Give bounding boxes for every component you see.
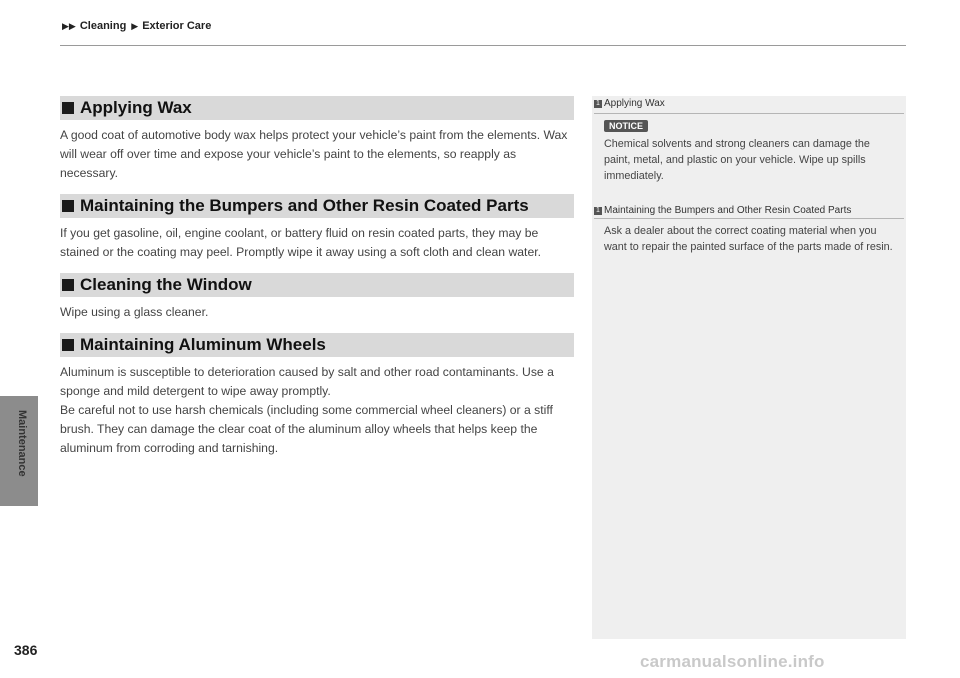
square-bullet-icon	[62, 339, 74, 351]
note-divider	[594, 218, 904, 219]
section-heading-window: Cleaning the Window	[60, 273, 574, 297]
header-divider	[60, 45, 906, 46]
square-bullet-icon	[62, 279, 74, 291]
chapter-label: Maintenance	[16, 410, 28, 477]
page-number: 386	[14, 642, 38, 658]
note-title-applying-wax: 1 Applying Wax	[594, 98, 665, 109]
note-body-applying-wax: Chemical solvents and strong cleaners can damage the paint, metal, and plastic on your vehicle. Wipe up spills immediately.	[604, 138, 870, 182]
section-heading-applying-wax: Applying Wax	[60, 96, 574, 120]
section-body-window: Wipe using a glass cleaner.	[60, 305, 209, 319]
note-title-bumpers: 1 Maintaining the Bumpers and Other Resin Coated Parts	[594, 205, 851, 216]
section-body-applying-wax: A good coat of automotive body wax helps protect your vehicle’s paint from the elements. Wax will wear off over time and expose your vehicle’s paint to the elements, so reapply as necessary.	[60, 128, 568, 180]
breadcrumb-item-exterior-care[interactable]: Exterior Care	[142, 20, 212, 32]
section-heading-bumpers: Maintaining the Bumpers and Other Resin Coated Parts	[60, 194, 574, 218]
note-number-icon: 1	[594, 207, 602, 215]
arrow-icon: ▶	[131, 20, 139, 31]
main-content	[60, 96, 574, 458]
notice-badge: NOTICE	[604, 120, 648, 132]
breadcrumb	[62, 20, 211, 32]
breadcrumb-item-cleaning[interactable]: Cleaning	[79, 20, 127, 32]
section-body-bumpers: If you get gasoline, oil, engine coolant, or battery fluid on resin coated parts, they may be stained or the coating may peel. Promptly wipe it away using a soft cloth and clean water.	[60, 226, 541, 259]
note-body-bumpers: Ask a dealer about the correct coating material when you want to repair the painted surface of the parts made of resin.	[604, 225, 893, 253]
square-bullet-icon	[62, 102, 74, 114]
watermark: carmanualsonline.info	[640, 652, 825, 671]
note-number-icon: 1	[594, 100, 602, 108]
side-notes-panel	[592, 96, 906, 639]
section-body-aluminum-wheels-2: Be careful not to use harsh chemicals (including some commercial wheel cleaners) or a stiff brush. They can damage the clear coat of the aluminum alloy wheels that helps keep the aluminum from corroding and tarnishing.	[60, 403, 553, 455]
note-divider	[594, 113, 904, 114]
square-bullet-icon	[62, 200, 74, 212]
double-arrow-icon: ▶▶	[62, 20, 76, 31]
section-body-aluminum-wheels-1: Aluminum is susceptible to deterioration caused by salt and other road contaminants. Use a sponge and mild detergent to wipe away promptly.	[60, 365, 554, 398]
section-heading-aluminum-wheels: Maintaining Aluminum Wheels	[60, 333, 574, 357]
